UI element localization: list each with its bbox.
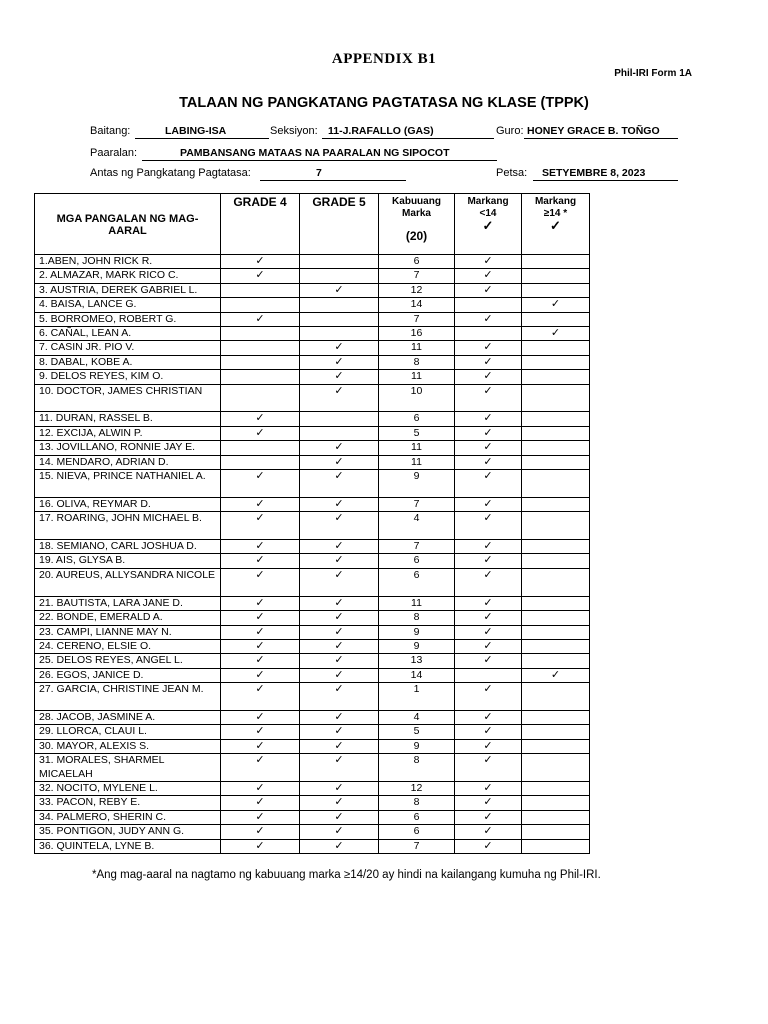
total-score: 10: [379, 384, 455, 412]
below-14-check: ✓: [455, 341, 522, 355]
footnote: *Ang mag-aaral na nagtamo ng kabuuang marka ≥14/20 ay hindi na kailangang kumuha ng Phil-IRI.: [92, 869, 601, 881]
14-above-check: [522, 455, 590, 469]
grade5-check: ✓: [300, 796, 379, 810]
grade5-check: ✓: [300, 554, 379, 568]
check-icon: ✓: [482, 218, 494, 233]
grade5-check: [300, 312, 379, 326]
guro-label: Guro:: [496, 125, 524, 137]
student-name: 6. CAÑAL, LEAN A.: [35, 327, 221, 341]
grade5-check: [300, 327, 379, 341]
student-name: 18. SEMIANO, CARL JOSHUA D.: [35, 540, 221, 554]
table-row: [35, 739, 590, 753]
table-row: [35, 283, 590, 297]
grade5-check: ✓: [300, 341, 379, 355]
form-number: Phil-IRI Form 1A: [614, 68, 692, 79]
table-row: [35, 796, 590, 810]
grade4-check: ✓: [221, 412, 300, 426]
grade4-check: [221, 283, 300, 297]
below-14-check: ✓: [455, 683, 522, 711]
14-above-check: [522, 825, 590, 839]
grade4-check: [221, 441, 300, 455]
antas-label: Antas ng Pangkatang Pagtatasa:: [90, 167, 251, 179]
table-row: [35, 540, 590, 554]
below-14-check: ✓: [455, 611, 522, 625]
grade5-check: ✓: [300, 370, 379, 384]
grade5-check: [300, 298, 379, 312]
below-14-check: ✓: [455, 839, 522, 853]
grade4-check: ✓: [221, 255, 300, 269]
student-name: 20. AUREUS, ALLYSANDRA NICOLE: [35, 568, 221, 596]
total-score: 14: [379, 298, 455, 312]
grade5-check: ✓: [300, 470, 379, 498]
below-14-check: ✓: [455, 312, 522, 326]
student-name: 34. PALMERO, SHERIN C.: [35, 810, 221, 824]
student-name: 33. PACON, REBY E.: [35, 796, 221, 810]
table-row: [35, 754, 590, 782]
grade5-check: [300, 412, 379, 426]
grade5-check: ✓: [300, 497, 379, 511]
below-14-check: ✓: [455, 754, 522, 782]
total-score: 13: [379, 654, 455, 668]
student-name: 23. CAMPI, LIANNE MAY N.: [35, 625, 221, 639]
grade4-check: [221, 355, 300, 369]
grade5-check: ✓: [300, 384, 379, 412]
14-above-check: [522, 739, 590, 753]
guro-value: HONEY GRACE B. TOÑGO: [524, 124, 678, 139]
14-above-check: [522, 384, 590, 412]
col-header-14-above: Markang ≥14 * ✓: [522, 194, 590, 255]
student-name: 32. NOCITO, MYLENE L.: [35, 781, 221, 795]
grade5-check: ✓: [300, 568, 379, 596]
col-header-below-14: Markang <14 ✓: [455, 194, 522, 255]
total-score: 8: [379, 355, 455, 369]
table-row: [35, 639, 590, 653]
below-14-check: ✓: [455, 625, 522, 639]
student-name: 14. MENDARO, ADRIAN D.: [35, 455, 221, 469]
grade4-check: ✓: [221, 426, 300, 440]
baitang-label: Baitang:: [90, 125, 131, 137]
14-above-check: [522, 355, 590, 369]
14-above-check: ✓: [522, 668, 590, 682]
petsa-label: Petsa:: [496, 167, 528, 179]
14-above-check: [522, 470, 590, 498]
total-score: 11: [379, 441, 455, 455]
student-name: 11. DURAN, RASSEL B.: [35, 412, 221, 426]
grade5-check: ✓: [300, 781, 379, 795]
table-row: [35, 455, 590, 469]
total-score: 11: [379, 341, 455, 355]
below-14-check: ✓: [455, 441, 522, 455]
grade4-check: [221, 341, 300, 355]
grade4-check: ✓: [221, 683, 300, 711]
col-header-total: Kabuuang Marka (20): [379, 194, 455, 255]
col-header-grade5: GRADE 5: [300, 194, 379, 255]
below-14-check: ✓: [455, 370, 522, 384]
table-row: [35, 384, 590, 412]
grade4-check: ✓: [221, 825, 300, 839]
total-score: 7: [379, 497, 455, 511]
total-score: 6: [379, 568, 455, 596]
grade5-check: ✓: [300, 639, 379, 653]
below-14-check: ✓: [455, 497, 522, 511]
grade5-check: [300, 255, 379, 269]
antas-value: 7: [260, 166, 406, 181]
grade5-check: ✓: [300, 710, 379, 724]
grade4-check: [221, 384, 300, 412]
table-row: [35, 312, 590, 326]
appendix-title: APPENDIX B1: [331, 51, 437, 67]
below-14-check: ✓: [455, 654, 522, 668]
grade4-check: ✓: [221, 596, 300, 610]
total-score: 11: [379, 370, 455, 384]
table-row: [35, 327, 590, 341]
student-name: 17. ROARING, JOHN MICHAEL B.: [35, 512, 221, 540]
below-14-check: [455, 668, 522, 682]
table-row: [35, 683, 590, 711]
table-row: [35, 596, 590, 610]
table-row: [35, 825, 590, 839]
14-above-check: [522, 283, 590, 297]
total-score: 12: [379, 283, 455, 297]
student-name: 1.ABEN, JOHN RICK R.: [35, 255, 221, 269]
grade4-check: [221, 370, 300, 384]
14-above-check: [522, 654, 590, 668]
table-row: [35, 810, 590, 824]
grade4-check: ✓: [221, 668, 300, 682]
student-name: 15. NIEVA, PRINCE NATHANIEL A.: [35, 470, 221, 498]
grade4-check: ✓: [221, 512, 300, 540]
total-score: 9: [379, 470, 455, 498]
grade4-check: ✓: [221, 639, 300, 653]
total-score: 9: [379, 625, 455, 639]
below-14-check: ✓: [455, 710, 522, 724]
grade4-check: ✓: [221, 611, 300, 625]
seksiyon-label: Seksiyon:: [270, 125, 318, 137]
student-name: 25. DELOS REYES, ANGEL L.: [35, 654, 221, 668]
check-icon: ✓: [550, 218, 561, 233]
grade4-check: [221, 455, 300, 469]
grade4-check: ✓: [221, 554, 300, 568]
grade4-check: ✓: [221, 739, 300, 753]
14-above-check: [522, 568, 590, 596]
student-name: 19. AIS, GLYSA B.: [35, 554, 221, 568]
14-above-check: [522, 426, 590, 440]
below-14-check: ✓: [455, 355, 522, 369]
total-score: 11: [379, 455, 455, 469]
student-name: 3. AUSTRIA, DEREK GABRIEL L.: [35, 283, 221, 297]
grade4-check: ✓: [221, 710, 300, 724]
grade4-check: ✓: [221, 796, 300, 810]
14-above-check: [522, 796, 590, 810]
grade5-check: [300, 426, 379, 440]
total-score: 14: [379, 668, 455, 682]
14-above-check: [522, 441, 590, 455]
grade5-check: ✓: [300, 625, 379, 639]
total-score: 1: [379, 683, 455, 711]
total-score: 8: [379, 796, 455, 810]
grade5-check: ✓: [300, 668, 379, 682]
table-row: [35, 426, 590, 440]
grade4-check: ✓: [221, 312, 300, 326]
14-above-check: [522, 725, 590, 739]
below-14-check: ✓: [455, 739, 522, 753]
total-score: 9: [379, 739, 455, 753]
student-name: 4. BAISA, LANCE G.: [35, 298, 221, 312]
total-score: 6: [379, 825, 455, 839]
col-header-grade4: GRADE 4: [221, 194, 300, 255]
grade5-check: ✓: [300, 512, 379, 540]
below-14-check: ✓: [455, 283, 522, 297]
table-row: [35, 725, 590, 739]
14-above-check: [522, 611, 590, 625]
student-name: 5. BORROMEO, ROBERT G.: [35, 312, 221, 326]
14-above-check: [522, 781, 590, 795]
table-row: [35, 298, 590, 312]
total-score: 4: [379, 710, 455, 724]
table-row: [35, 710, 590, 724]
table-row: [35, 668, 590, 682]
grade5-check: ✓: [300, 611, 379, 625]
grade4-check: [221, 298, 300, 312]
grade5-check: ✓: [300, 810, 379, 824]
student-name: 35. PONTIGON, JUDY ANN G.: [35, 825, 221, 839]
14-above-check: [522, 255, 590, 269]
total-score: 6: [379, 412, 455, 426]
table-header-row: [35, 194, 590, 255]
below-14-check: ✓: [455, 596, 522, 610]
below-14-check: ✓: [455, 470, 522, 498]
seksiyon-value: 11-J.RAFALLO (GAS): [322, 124, 494, 139]
total-score: 7: [379, 312, 455, 326]
paaralan-label: Paaralan:: [90, 147, 138, 159]
grade4-check: ✓: [221, 540, 300, 554]
14-above-check: ✓: [522, 298, 590, 312]
14-above-check: [522, 710, 590, 724]
below-14-check: ✓: [455, 455, 522, 469]
grade4-check: ✓: [221, 810, 300, 824]
grade4-check: ✓: [221, 781, 300, 795]
student-name: 12. EXCIJA, ALWIN P.: [35, 426, 221, 440]
total-score: 16: [379, 327, 455, 341]
below-14-check: ✓: [455, 540, 522, 554]
grade5-check: ✓: [300, 441, 379, 455]
grade5-check: ✓: [300, 540, 379, 554]
table-row: [35, 355, 590, 369]
table-row: [35, 269, 590, 283]
total-score: 11: [379, 596, 455, 610]
grade4-check: ✓: [221, 470, 300, 498]
total-score: 8: [379, 611, 455, 625]
total-score: 4: [379, 512, 455, 540]
grade4-check: ✓: [221, 754, 300, 782]
grade4-check: ✓: [221, 497, 300, 511]
14-above-check: ✓: [522, 327, 590, 341]
14-above-check: [522, 596, 590, 610]
14-above-check: [522, 341, 590, 355]
student-name: 27. GARCIA, CHRISTINE JEAN M.: [35, 683, 221, 711]
table-row: [35, 441, 590, 455]
table-row: [35, 654, 590, 668]
14-above-check: [522, 683, 590, 711]
below-14-check: ✓: [455, 781, 522, 795]
grade4-check: ✓: [221, 725, 300, 739]
below-14-check: ✓: [455, 512, 522, 540]
grade5-check: ✓: [300, 839, 379, 853]
14-above-check: [522, 639, 590, 653]
below-14-check: [455, 298, 522, 312]
paaralan-value: PAMBANSANG MATAAS NA PAARALAN NG SIPOCOT: [142, 146, 497, 161]
student-name: 2. ALMAZAR, MARK RICO C.: [35, 269, 221, 283]
below-14-check: ✓: [455, 825, 522, 839]
grade5-check: ✓: [300, 283, 379, 297]
14-above-check: [522, 839, 590, 853]
total-score: 6: [379, 554, 455, 568]
total-score: 8: [379, 754, 455, 782]
grade5-check: ✓: [300, 355, 379, 369]
student-name: 8. DABAL, KOBE A.: [35, 355, 221, 369]
student-name: 9. DELOS REYES, KIM O.: [35, 370, 221, 384]
student-name: 22. BONDE, EMERALD A.: [35, 611, 221, 625]
table-row: [35, 341, 590, 355]
grade5-check: ✓: [300, 596, 379, 610]
table-row: [35, 625, 590, 639]
table-row: [35, 839, 590, 853]
table-row: [35, 554, 590, 568]
col-header-name: MGA PANGALAN NG MAG-AARAL: [35, 194, 221, 255]
table-row: [35, 412, 590, 426]
14-above-check: [522, 497, 590, 511]
grade5-check: ✓: [300, 654, 379, 668]
student-name: 28. JACOB, JASMINE A.: [35, 710, 221, 724]
below-14-check: ✓: [455, 725, 522, 739]
student-name: 24. CERENO, ELSIE O.: [35, 639, 221, 653]
table-row: [35, 370, 590, 384]
14-above-check: [522, 810, 590, 824]
total-score: 7: [379, 269, 455, 283]
student-name: 21. BAUTISTA, LARA JANE D.: [35, 596, 221, 610]
14-above-check: [522, 312, 590, 326]
grade5-check: ✓: [300, 825, 379, 839]
14-above-check: [522, 625, 590, 639]
col-header-total-sub: (20): [405, 229, 428, 243]
below-14-check: ✓: [455, 810, 522, 824]
14-above-check: [522, 370, 590, 384]
below-14-check: ✓: [455, 269, 522, 283]
student-name: 7. CASIN JR. PIO V.: [35, 341, 221, 355]
table-row: [35, 497, 590, 511]
below-14-check: ✓: [455, 568, 522, 596]
total-score: 12: [379, 781, 455, 795]
below-14-check: ✓: [455, 412, 522, 426]
below-14-check: ✓: [455, 255, 522, 269]
grade5-check: ✓: [300, 739, 379, 753]
grade4-check: [221, 327, 300, 341]
14-above-check: [522, 540, 590, 554]
tppk-table: [34, 193, 590, 854]
table-row: [35, 781, 590, 795]
below-14-check: [455, 327, 522, 341]
grade4-check: ✓: [221, 839, 300, 853]
table-row: [35, 512, 590, 540]
grade5-check: [300, 269, 379, 283]
total-score: 5: [379, 426, 455, 440]
student-name: 29. LLORCA, CLAUI L.: [35, 725, 221, 739]
grade4-check: ✓: [221, 269, 300, 283]
table-row: [35, 470, 590, 498]
table-row: [35, 568, 590, 596]
table-row: [35, 255, 590, 269]
below-14-check: ✓: [455, 384, 522, 412]
student-name: 16. OLIVA, REYMAR D.: [35, 497, 221, 511]
grade5-check: ✓: [300, 725, 379, 739]
student-name: 30. MAYOR, ALEXIS S.: [35, 739, 221, 753]
total-score: 7: [379, 540, 455, 554]
total-score: 9: [379, 639, 455, 653]
student-name: 31. MORALES, SHARMEL MICAELAH: [35, 754, 221, 782]
grade5-check: ✓: [300, 455, 379, 469]
14-above-check: [522, 512, 590, 540]
below-14-check: ✓: [455, 639, 522, 653]
student-name: 36. QUINTELA, LYNE B.: [35, 839, 221, 853]
14-above-check: [522, 554, 590, 568]
student-name: 10. DOCTOR, JAMES CHRISTIAN: [35, 384, 221, 412]
14-above-check: [522, 269, 590, 283]
grade4-check: ✓: [221, 568, 300, 596]
below-14-check: ✓: [455, 426, 522, 440]
page-title: TALAAN NG PANGKATANG PAGTATASA NG KLASE (TPPK): [179, 95, 589, 111]
grade5-check: ✓: [300, 683, 379, 711]
petsa-value: SETYEMBRE 8, 2023: [533, 166, 678, 181]
below-14-check: ✓: [455, 796, 522, 810]
grade4-check: ✓: [221, 654, 300, 668]
grade4-check: ✓: [221, 625, 300, 639]
total-score: 6: [379, 810, 455, 824]
total-score: 6: [379, 255, 455, 269]
below-14-check: ✓: [455, 554, 522, 568]
total-score: 5: [379, 725, 455, 739]
student-name: 26. EGOS, JANICE D.: [35, 668, 221, 682]
baitang-value: LABING-ISA: [135, 124, 269, 139]
total-score: 7: [379, 839, 455, 853]
student-name: 13. JOVILLANO, RONNIE JAY E.: [35, 441, 221, 455]
14-above-check: [522, 754, 590, 782]
table-row: [35, 611, 590, 625]
14-above-check: [522, 412, 590, 426]
grade5-check: ✓: [300, 754, 379, 782]
